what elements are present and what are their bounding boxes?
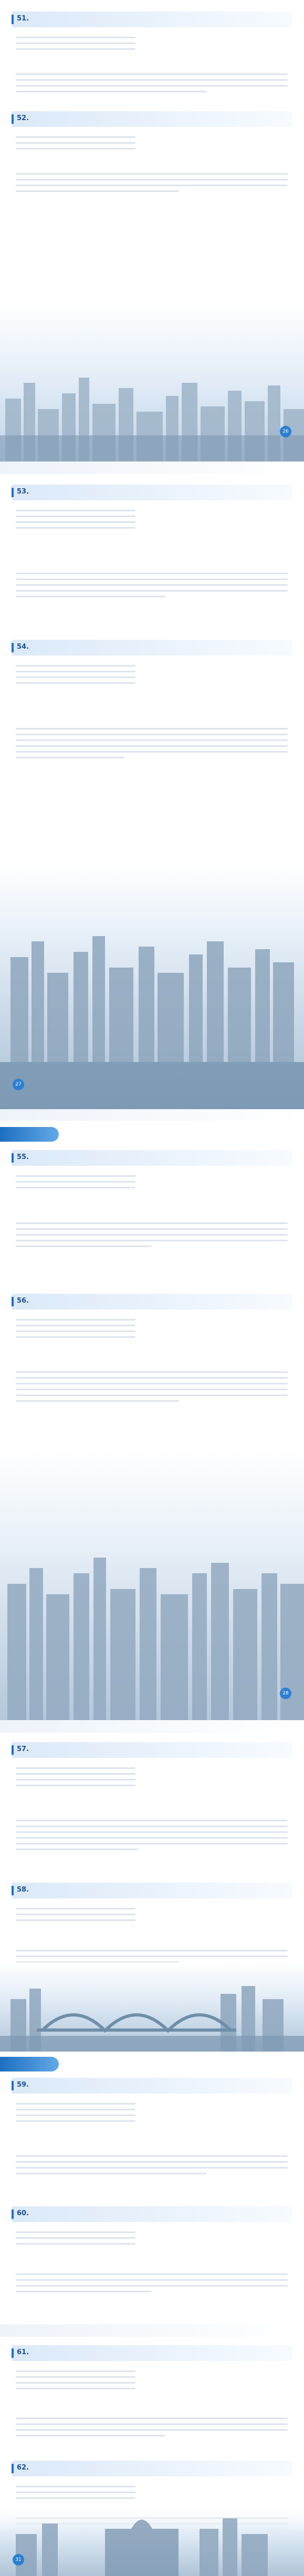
page-3 (0, 1109, 304, 1720)
project-52-description (16, 169, 288, 196)
title-marker (12, 1297, 14, 1306)
project-53-description (16, 568, 288, 602)
project-61-description (16, 2413, 288, 2441)
project-59-description (16, 2151, 288, 2178)
project-62-title-bar (12, 2461, 292, 2476)
project-number: 51. (17, 15, 29, 23)
project-52-info (16, 132, 288, 164)
project-57-description (16, 1816, 288, 1854)
title-marker (12, 1153, 14, 1163)
project-number: 53. (17, 488, 29, 496)
project-59-title-bar (12, 2078, 292, 2094)
region-label (0, 1127, 59, 1142)
page-number: 31 (13, 2554, 24, 2566)
project-57-info (16, 1763, 288, 1810)
project-58-info (16, 1904, 288, 1940)
page-number: 28 (280, 1688, 291, 1699)
project-61-info (16, 2366, 288, 2408)
project-55-description (16, 1218, 288, 1251)
project-54-title-bar (12, 640, 292, 656)
page-1 (0, 0, 304, 461)
city-skyline-image (0, 304, 304, 461)
page-4 (0, 1720, 304, 2052)
page-header (0, 1109, 304, 1121)
project-60-description (16, 2269, 288, 2296)
page-2 (0, 461, 304, 1109)
project-53-title-bar (12, 485, 292, 500)
project-55-title-bar (12, 1150, 292, 1166)
page-number: 27 (13, 1079, 24, 1090)
title-marker (12, 2081, 14, 2090)
title-marker (12, 2209, 14, 2219)
project-60-info (16, 2227, 288, 2264)
project-60-title-bar (12, 2206, 292, 2222)
page-header (0, 461, 304, 474)
project-number: 61. (17, 2348, 29, 2356)
project-59-info (16, 2099, 288, 2146)
project-53-info (16, 506, 288, 563)
project-number: 58. (17, 1886, 29, 1894)
title-marker (12, 1886, 14, 1895)
project-61-title-bar (12, 2345, 292, 2361)
title-marker (12, 2348, 14, 2358)
project-54-info (16, 661, 288, 718)
page-5 (0, 2052, 304, 2576)
title-marker (12, 1745, 14, 1755)
project-55-info (16, 1171, 288, 1213)
city-riverside-image (0, 863, 304, 1109)
title-marker (12, 643, 14, 652)
project-52-title-bar (12, 111, 292, 127)
project-51-info (16, 33, 288, 64)
project-58-title-bar (12, 1883, 292, 1898)
project-number: 52. (17, 114, 29, 122)
project-number: 60. (17, 2209, 29, 2217)
title-marker (12, 114, 14, 124)
page-header (0, 1720, 304, 1733)
title-marker (12, 2464, 14, 2473)
project-51-title-bar (12, 12, 292, 27)
page-header (0, 2324, 304, 2337)
page-number: 26 (280, 426, 291, 437)
project-57-title-bar (12, 1742, 292, 1758)
project-56-title-bar (12, 1294, 292, 1310)
project-56-info (16, 1315, 288, 1362)
city-towers-image (0, 1447, 304, 1720)
project-number: 62. (17, 2464, 29, 2472)
project-number: 55. (17, 1153, 29, 1161)
bridge-landscape-image (0, 1962, 304, 2052)
title-marker (12, 488, 14, 497)
project-number: 54. (17, 643, 29, 651)
region-label (0, 2057, 59, 2071)
project-number: 59. (17, 2081, 29, 2089)
colonial-building-image (0, 2503, 304, 2576)
project-51-description (16, 69, 288, 96)
project-number: 56. (17, 1297, 29, 1305)
title-marker (12, 15, 14, 24)
project-number: 57. (17, 1745, 29, 1753)
project-56-description (16, 1367, 288, 1406)
project-54-description (16, 724, 288, 763)
